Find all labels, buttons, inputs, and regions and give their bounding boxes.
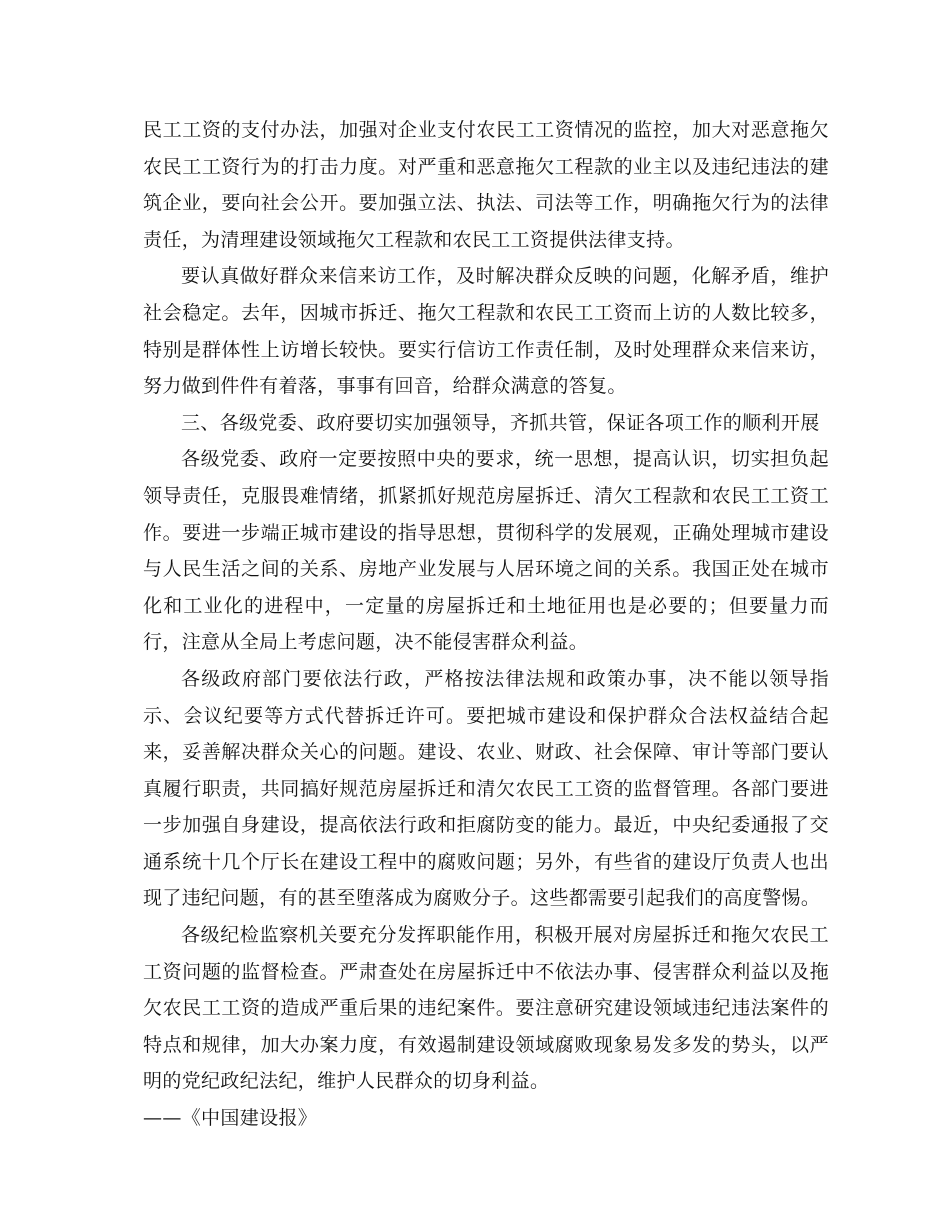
- paragraph-1: 民工工资的支付办法，加强对企业支付农民工工资情况的监控，加大对恶意拖欠农民工工资行为的打击力度。对严重和恶意拖欠工程款的业主以及违纪违法的建筑企业，要向社会公开。要加强立法、执法、司法等工作，明确拖欠行为的法律责任，为清理建设领域拖欠工程款和农民工工资提供法律支持。: [143, 119, 829, 251]
- paragraph-6: 各级纪检监察机关要充分发挥职能作用，积极开展对房屋拆迁和拖欠农民工工资问题的监督检查。严肃查处在房屋拆迁中不依法办事、侵害群众利益以及拖欠农民工工资的造成严重后果的违纪案件。要注意研究建设领域违纪违法案件的特点和规律，加大办案力度，有效遏制建设领域腐败现象易发多发的势头，以严明的党纪政纪法纪，维护人民群众的切身利益。: [143, 924, 829, 1093]
- paragraph-2: 要认真做好群众来信来访工作，及时解决群众反映的问题，化解矛盾，维护社会稳定。去年，因城市拆迁、拖欠工程款和农民工工资而上访的人数比较多，特别是群体性上访增长较快。要实行信访工作责任制，及时处理群众来信来访，努力做到件件有着落，事事有回音，给群众满意的答复。: [143, 265, 829, 398]
- document-body: [143, 112, 829, 1137]
- paragraph-5: 各级政府部门要依法行政，严格按法律法规和政策办事，决不能以领导指示、会议纪要等方式代替拆迁许可。要把城市建设和保护群众合法权益结合起来，妥善解决群众关心的问题。建设、农业、财政、社会保障、审计等部门要认真履行职责，共同搞好规范房屋拆迁和清欠农民工工资的监督管理。各部门要进一步加强自身建设，提高依法行政和拒腐防变的能力。最近，中央纪委通报了交通系统十几个厅长在建设工程中的腐败问题；另外，有些省的建设厅负责人也出现了违纪问题，有的甚至堕落成为腐败分子。这些都需要引起我们的高度警惕。: [143, 667, 829, 910]
- section-heading-3: 三、各级党委、政府要切实加强领导，齐抓共管，保证各项工作的顺利开展: [181, 411, 820, 434]
- source-attribution: ——《中国建设报》: [143, 1107, 318, 1130]
- paragraph-4: 各级党委、政府一定要按照中央的要求，统一思想，提高认识，切实担负起领导责任，克服畏难情绪，抓紧抓好规范房屋拆迁、清欠工程款和农民工工资工作。要进一步端正城市建设的指导思想，贯彻科学的发展观，正确处理城市建设与人民生活之间的关系、房地产业发展与人居环境之间的关系。我国正处在城市化和工业化的进程中，一定量的房屋拆迁和土地征用也是必要的；但要量力而行，注意从全局上考虑问题，决不能侵害群众利益。: [143, 448, 829, 654]
